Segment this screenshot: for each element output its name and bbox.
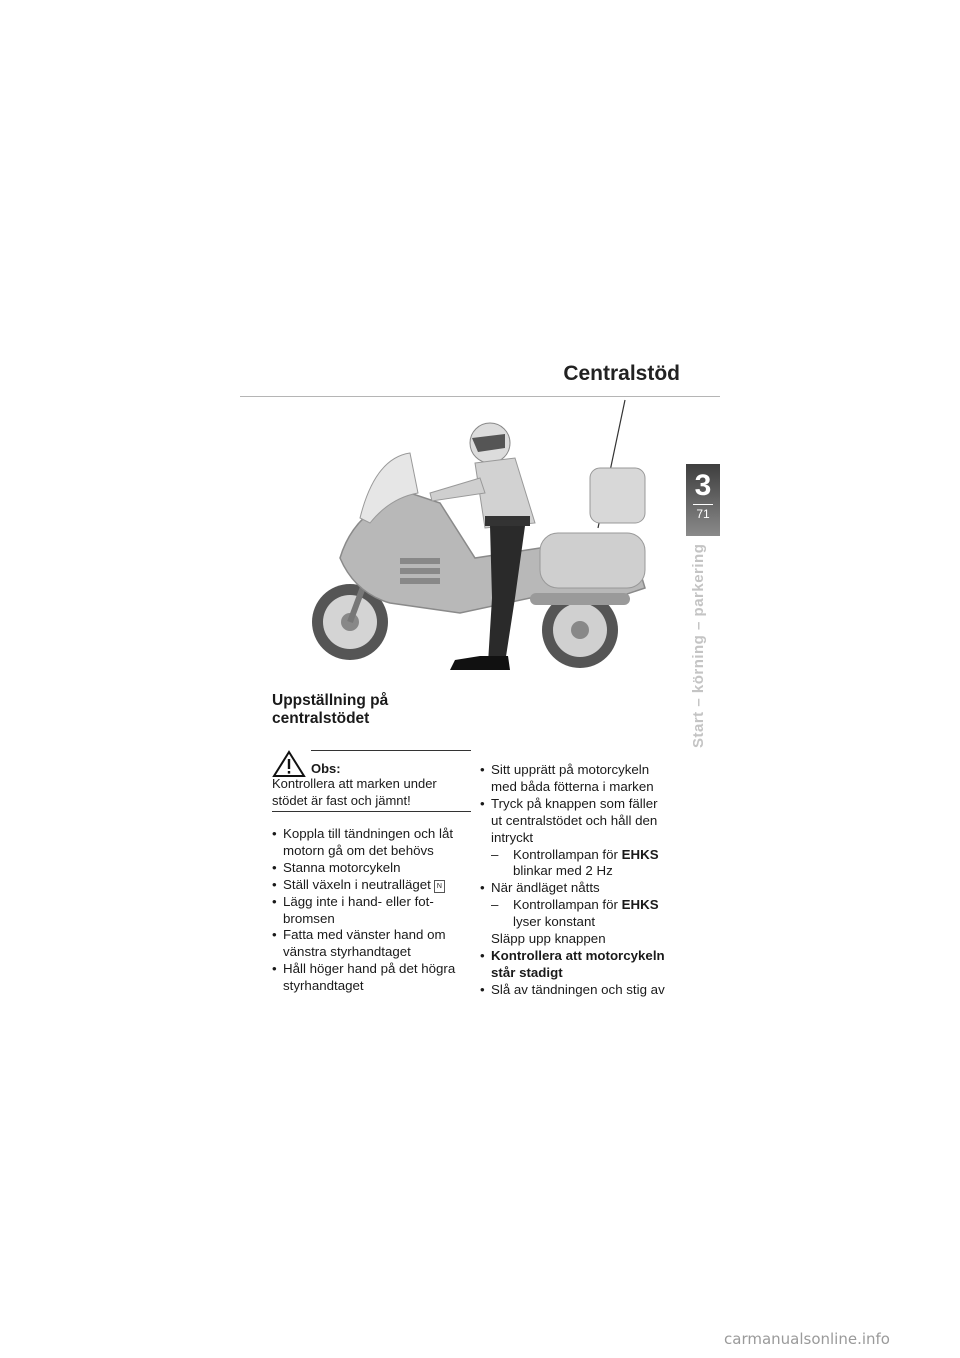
bullet: • <box>480 947 485 963</box>
ehks-label: EHKS <box>621 897 659 913</box>
dash: – <box>491 897 499 913</box>
list-item: • Stanna motorcykeln <box>272 859 401 875</box>
list-item: • Håll höger hand på det högra <box>272 961 456 977</box>
header-rule <box>240 396 720 397</box>
bullet: • <box>480 762 485 777</box>
list-item-continuation: intryckt <box>491 829 534 845</box>
list-item-continuation: motorn gå om det behövs <box>283 842 434 858</box>
sub-list-item: – Kontrollampan för EHKS <box>491 897 659 913</box>
list-item: • Ställ växeln i neutralläget N <box>272 877 482 894</box>
list-item: • Tryck på knappen som fäller <box>480 795 658 811</box>
bullet: • <box>272 826 277 841</box>
bullet: • <box>272 859 277 875</box>
note-top-rule <box>311 750 471 751</box>
neutral-symbol-icon: N <box>434 880 445 893</box>
bullet: • <box>272 893 277 909</box>
sub-list-item-continuation: lyser konstant <box>513 914 596 930</box>
list-item-continuation: står stadigt <box>491 964 563 980</box>
section-heading-line-1: Uppställning på <box>272 692 389 709</box>
chapter-tab <box>686 464 720 536</box>
list-item-continuation: ut centralstödet och håll den <box>491 812 658 828</box>
bullet: • <box>480 880 485 896</box>
list-item-continuation: Släpp upp knappen <box>491 931 606 947</box>
list-item: • Fatta med vänster hand om <box>272 927 446 943</box>
section-heading-line-2: centralstödet <box>272 710 370 727</box>
left-column <box>272 826 482 995</box>
bullet: • <box>272 876 277 892</box>
sub-list-item: – Kontrollampan för EHKS <box>491 846 659 862</box>
page-title: Centralstöd <box>563 362 680 385</box>
list-item: • När ändläget nåtts <box>480 880 600 896</box>
note-bottom-rule <box>272 811 471 812</box>
list-item-continuation: vänstra styrhandtaget <box>283 944 411 960</box>
bullet: • <box>272 927 277 943</box>
sub-list-item-continuation: blinkar med 2 Hz <box>513 863 613 879</box>
list-item-continuation: bromsen <box>283 910 335 926</box>
ehks-label: EHKS <box>621 846 659 862</box>
list-item-continuation: med båda fötterna i marken <box>491 778 654 794</box>
warning-icon <box>272 750 306 778</box>
list-item: • Sitt upprätt på motorcykeln <box>480 762 650 777</box>
page-number: 71 <box>696 507 710 521</box>
list-item: • Koppla till tändningen och låt <box>272 826 454 841</box>
list-item: • Kontrollera att motorcykeln <box>480 947 665 963</box>
chapter-side-label: Start – körning – parkering <box>690 543 707 748</box>
note-title: Obs: <box>311 761 341 776</box>
bullet: • <box>480 981 485 997</box>
right-column <box>480 762 690 999</box>
list-item-continuation: styrhandtaget <box>283 978 364 994</box>
bullet: • <box>272 961 277 977</box>
dash: – <box>491 846 499 862</box>
list-item: • Lägg inte i hand- eller fot- <box>272 893 434 909</box>
motorcycle-rider-illustration <box>300 398 680 688</box>
list-item: • Slå av tändningen och stig av <box>480 981 665 997</box>
chapter-number: 3 <box>694 469 712 502</box>
bullet: • <box>480 795 485 811</box>
note-text: Kontrollera att marken under stödet är fast och jämnt! <box>272 776 437 808</box>
section-heading <box>272 692 472 728</box>
watermark: carmanualsonline.info <box>724 1330 890 1348</box>
